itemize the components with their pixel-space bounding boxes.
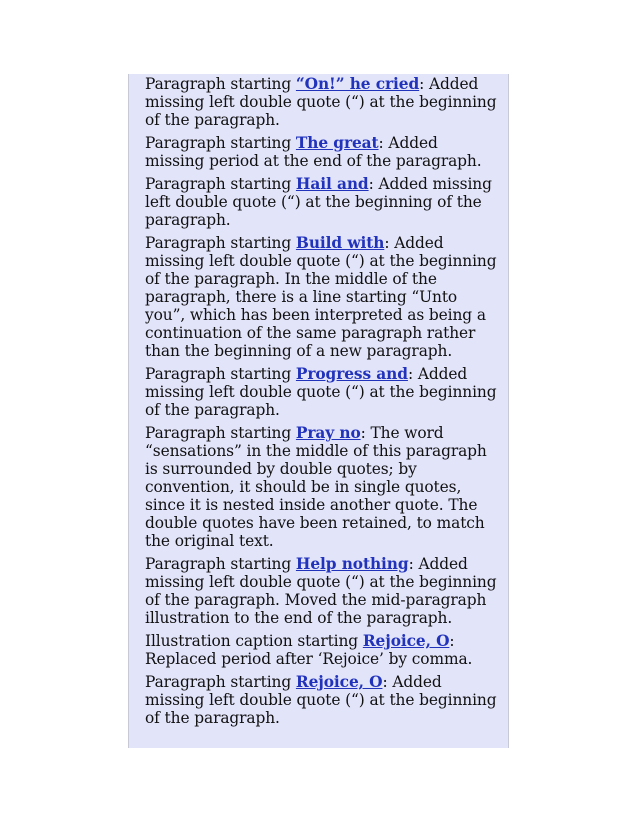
note-item xyxy=(145,424,501,550)
note-text: : Replaced period after ‘Rejoice’ by comma. xyxy=(145,632,473,668)
note-text: : Added missing period at the end of the paragraph. xyxy=(145,134,482,170)
note-prefix: Illustration caption starting xyxy=(145,632,363,650)
note-item xyxy=(145,632,501,668)
note-text: : Added missing left double quote (“) at the beginning of the paragraph. xyxy=(145,365,497,419)
note-item xyxy=(145,234,501,360)
note-prefix: Paragraph starting xyxy=(145,424,296,442)
note-prefix: Paragraph starting xyxy=(145,365,296,383)
note-link-progress-and[interactable]: Progress and xyxy=(295,365,408,383)
note-item xyxy=(145,673,501,727)
note-link-on-he-cried[interactable]: “On!” he cried xyxy=(295,75,420,93)
transcriber-notes-list xyxy=(145,75,501,732)
note-item xyxy=(145,555,501,627)
note-text: : Added missing left double quote (“) at the beginning of the paragraph. xyxy=(145,175,492,229)
note-link-help-nothing[interactable]: Help nothing xyxy=(295,555,409,573)
note-prefix: Paragraph starting xyxy=(145,134,296,152)
note-prefix: Paragraph starting xyxy=(145,175,296,193)
note-item xyxy=(145,365,501,419)
note-link-rejoice-o-paragraph[interactable]: Rejoice, O xyxy=(295,673,383,691)
note-prefix: Paragraph starting xyxy=(145,555,296,573)
note-prefix: Paragraph starting xyxy=(145,75,296,93)
note-text: : Added missing left double quote (“) at the beginning of the paragraph. xyxy=(145,673,497,727)
note-text: : Added missing left double quote (“) at the beginning of the paragraph. Moved the mid-paragraph illustration to the end of the paragraph. xyxy=(145,555,497,627)
note-link-rejoice-o-caption[interactable]: Rejoice, O xyxy=(362,632,450,650)
note-item xyxy=(145,175,501,229)
note-link-the-great[interactable]: The great xyxy=(295,134,379,152)
note-prefix: Paragraph starting xyxy=(145,673,296,691)
note-item xyxy=(145,134,501,170)
note-link-pray-no[interactable]: Pray no xyxy=(295,424,361,442)
note-text: : Added missing left double quote (“) at the beginning of the paragraph. In the middle of the paragraph, there is a line starting “Unto you”, which has been interpreted as being a continuation of the same paragraph rather than the beginning of a new paragraph. xyxy=(145,234,497,360)
note-link-hail-and[interactable]: Hail and xyxy=(295,175,369,193)
note-link-build-with[interactable]: Build with xyxy=(295,234,385,252)
note-prefix: Paragraph starting xyxy=(145,234,296,252)
note-text: : The word “sensations” in the middle of this paragraph is surrounded by double quotes; by convention, it should be in single quotes, since it is nested inside another quote. The double quotes have been retained, to match the original text. xyxy=(145,424,487,550)
note-item xyxy=(145,75,501,129)
note-text: : Added missing left double quote (“) at the beginning of the paragraph. xyxy=(145,75,497,129)
